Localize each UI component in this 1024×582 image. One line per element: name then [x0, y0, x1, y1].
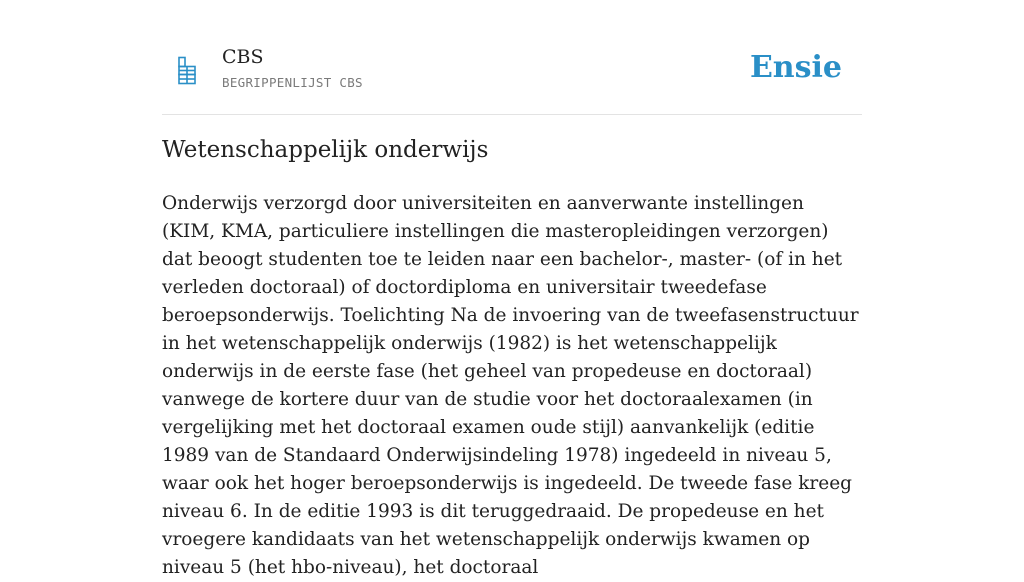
org-subtitle[interactable]: BEGRIPPENLIJST CBS	[222, 75, 363, 90]
site-header	[162, 0, 862, 115]
cbs-logo-icon[interactable]	[176, 56, 198, 86]
entry-title: Wetenschappelijk onderwijs	[162, 137, 489, 163]
org-name[interactable]: CBS	[222, 46, 264, 68]
ensie-logo-link[interactable]: Ensie	[749, 50, 842, 85]
entry-definition: Onderwijs verzorgd door universiteiten en aanverwante instellingen (KIM, KMA, particuliere instellingen die masteropleidingen verzorgen) dat beoogt studenten toe te leiden naar een bachelor-, master- (of in het verleden doctoraal) of doctordiploma en universitair tweedefase beroepsonderwijs. Toelichting Na de invoering van de tweefasenstructuur in het wetenschappelijk onderwijs (1982) is het wetenschappelijk onderwijs in de eerste fase (het geheel van propedeuse en doctoraal) vanwege de kortere duur van de studie voor het doctoraalexamen (in vergelijking met het doctoraal examen oude stijl) aanvankelijk (editie 1989 van de Standaard Onderwijsindeling 1978) ingedeeld in niveau 5, waar ook het hoger beroepsonderwijs is ingedeeld. De tweede fase kreeg niveau 6. In de editie 1993 is dit teruggedraaid. De propedeuse en het vroegere kandidaats van het wetenschappelijk onderwijs kwamen op niveau 5 (het hbo-niveau), het doctoraal	[162, 193, 859, 578]
